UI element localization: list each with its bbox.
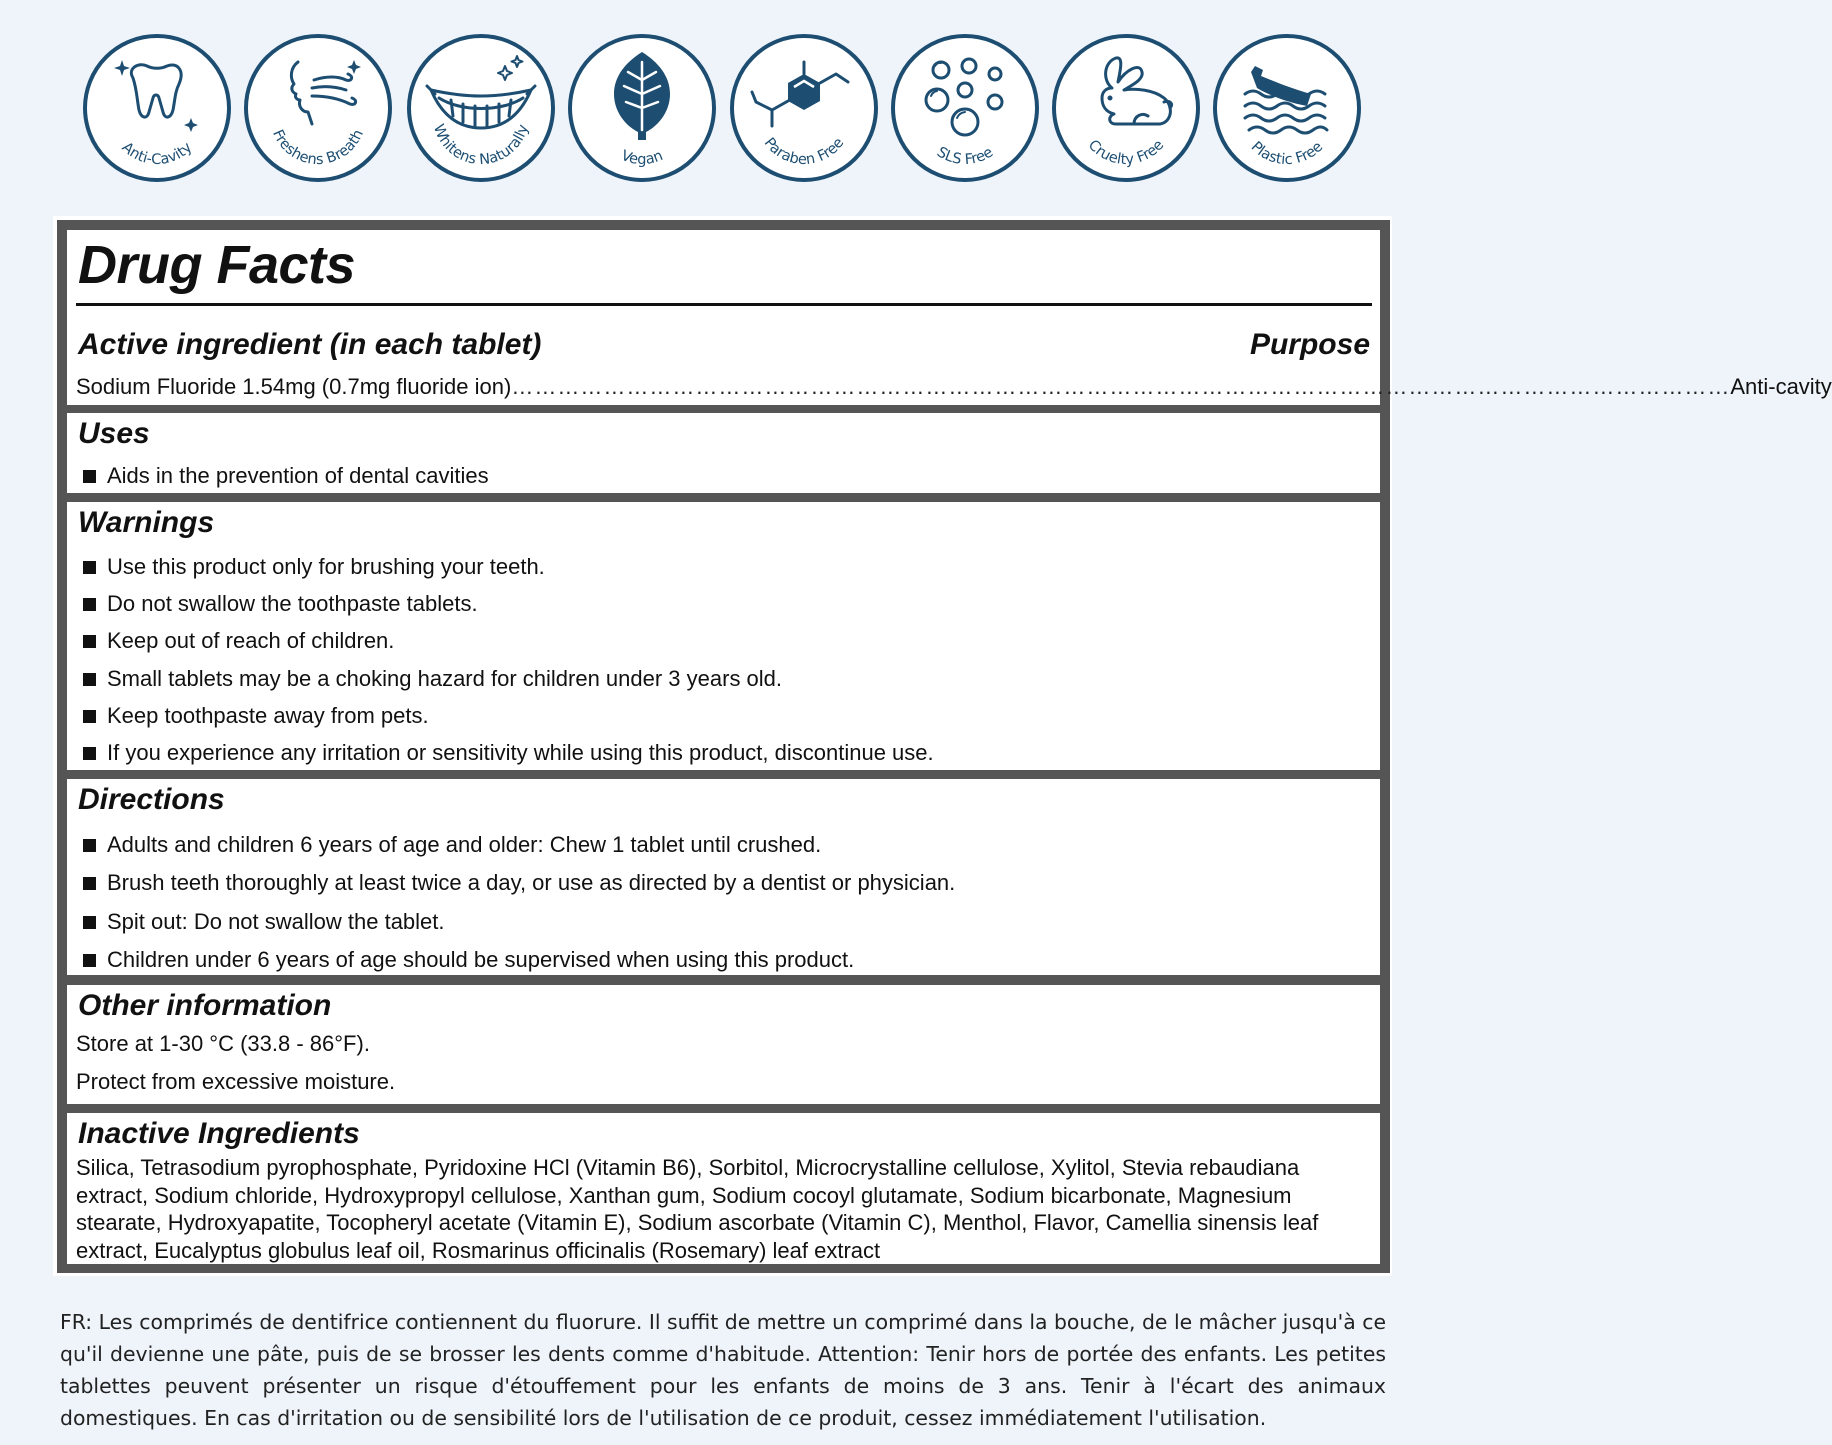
list-item: If you experience any irritation or sensitivity while using this product, discontinue use. bbox=[83, 740, 934, 777]
list-item: Do not swallow the toothpaste tablets. bbox=[83, 591, 934, 628]
badge-label: SLS Free bbox=[933, 144, 997, 169]
badge-label: Vegan bbox=[618, 147, 666, 169]
purpose-heading: Purpose bbox=[1249, 328, 1370, 361]
list-item: Spit out: Do not swallow the tablet. bbox=[83, 909, 955, 947]
active-ingredient-heading: Active ingredient (in each tablet) bbox=[78, 328, 542, 361]
list-item: Keep toothpaste away from pets. bbox=[83, 703, 934, 740]
badge-label: Anti-Cavity bbox=[118, 139, 196, 169]
drug-facts-title: Drug Facts bbox=[78, 235, 356, 295]
warnings-heading: Warnings bbox=[78, 506, 215, 539]
badge-label: Cruelty Free bbox=[1084, 137, 1168, 169]
badge-sls-free bbox=[889, 32, 1041, 184]
warnings-section bbox=[67, 502, 1380, 770]
badge-cruelty-free bbox=[1050, 32, 1202, 184]
uses-list bbox=[83, 463, 489, 500]
directions-section bbox=[67, 779, 1380, 975]
active-ingredient-value: Sodium Fluoride 1.54mg (0.7mg fluoride ion) bbox=[76, 374, 512, 399]
badge-label: Paraben Free bbox=[760, 135, 848, 169]
moisture-text: Protect from excessive moisture. bbox=[76, 1069, 396, 1094]
list-item: Adults and children 6 years of age and older: Chew 1 tablet until crushed. bbox=[83, 832, 955, 870]
warnings-list bbox=[83, 554, 934, 777]
drug-facts-header-section bbox=[67, 230, 1832, 405]
storage-text: Store at 1-30 °C (33.8 - 86°F). bbox=[76, 1031, 370, 1056]
badge-anti-cavity bbox=[81, 32, 233, 184]
uses-section bbox=[67, 413, 1380, 493]
list-item: Small tablets may be a choking hazard for children under 3 years old. bbox=[83, 666, 934, 703]
directions-heading: Directions bbox=[78, 783, 225, 816]
list-item: Children under 6 years of age should be supervised when using this product. bbox=[83, 947, 955, 985]
badge-label: Whitens Naturally bbox=[429, 122, 532, 169]
badge-label: Plastic Free bbox=[1247, 138, 1327, 169]
inactive-ingredients-heading: Inactive Ingredients bbox=[78, 1117, 360, 1150]
french-note: FR: Les comprimés de dentifrice contiennent du fluorure. Il suffit de mettre un comprimé dans la bouche, de le mâcher jusqu'à ce qu'il devienne une pâte, puis de se brosser les dents comme d'habitude. Attention: Tenir hors de portée des enfants. Les petites tablettes peuvent présenter un risque d'étouffement pour les enfants de moins de 3 ans. Tenir à l'écart des animaux domestiques. En cas d'irritation ou de sensibilité lors de l'utilisation de ce produit, cessez immédiatement l'utilisation. bbox=[60, 1310, 1386, 1430]
inactive-ingredients-section bbox=[67, 1113, 1380, 1264]
feature-badges bbox=[0, 0, 1445, 210]
directions-list bbox=[83, 832, 955, 985]
leader-dots: …………………………………………………………………………………………………………………………………………… bbox=[511, 374, 1731, 399]
other-information-section bbox=[67, 985, 1380, 1104]
uses-heading: Uses bbox=[78, 417, 150, 450]
list-item: Brush teeth thoroughly at least twice a day, or use as directed by a dentist or physician. bbox=[83, 870, 955, 908]
badge-label: Freshens Breath bbox=[269, 127, 367, 169]
list-item: Aids in the prevention of dental cavities bbox=[83, 463, 489, 500]
purpose-value: Anti-cavity bbox=[1730, 374, 1832, 399]
badge-plastic-free bbox=[1211, 32, 1363, 184]
badge-freshens-breath bbox=[242, 32, 394, 184]
active-ingredient-row bbox=[76, 374, 1832, 400]
badge-vegan bbox=[566, 32, 718, 184]
badge-whitens-naturally bbox=[405, 32, 557, 184]
list-item: Use this product only for brushing your teeth. bbox=[83, 554, 934, 591]
badge-paraben-free bbox=[728, 32, 880, 184]
other-information-heading: Other information bbox=[78, 989, 332, 1022]
list-item: Keep out of reach of children. bbox=[83, 628, 934, 665]
title-divider bbox=[76, 303, 1372, 306]
inactive-ingredients-text: Silica, Tetrasodium pyrophosphate, Pyridoxine HCl (Vitamin B6), Sorbitol, Microcrystalline cellulose, Xylitol, Stevia rebaudiana extract, Sodium chloride, Hydroxypropyl cellulose, Xanthan gum, Sodium cocoyl glutamate, Sodium bicarbonate, Magnesium stearate, Hydroxyapatite, Tocopheryl acetate (Vitamin E), Sodium ascorbate (Vitamin C), Menthol, Flavor, Camellia sinensis leaf extract, Eucalyptus globulus leaf oil, Rosmarinus officinalis (Rosemary) leaf extract bbox=[76, 1155, 1319, 1263]
